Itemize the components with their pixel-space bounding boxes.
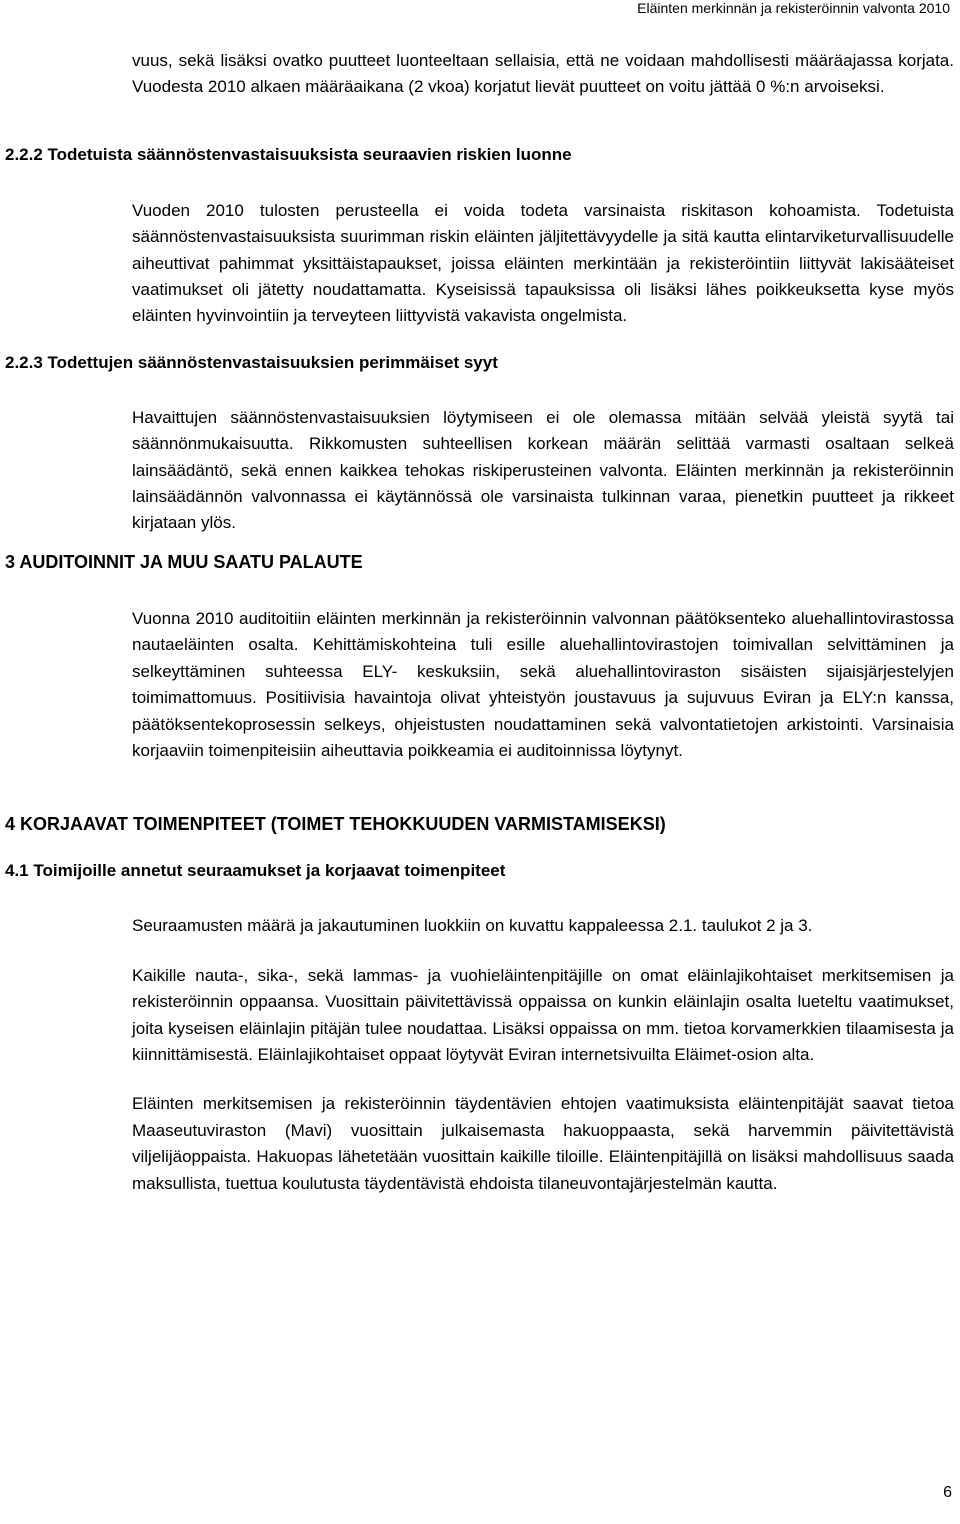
running-header: Eläinten merkinnän ja rekisteröinnin valvonta 2010	[637, 0, 950, 16]
paragraph-intro-container	[0, 48, 960, 101]
page-body	[0, 48, 960, 1197]
paragraph-2-2-3: Havaittujen säännöstenvastaisuuksien löytymiseen ei ole olemassa mitään selvää yleistä syytä tai säännönmukaisuutta. Rikkomusten suhteellisen korkean määrän selittää varmasti osaltaan selkeä lainsäädäntö, sekä ennen kaikkea tehokas riskiperusteinen valvonta. Eläinten merkinnän ja rekisteröinnin lainsäädännön valvonnassa ei käytännössä ole varsinaista tulkinnan varaa, pienetkin puutteet ja rikkeet kirjataan ylös.	[132, 407, 954, 533]
paragraph-4-1-c-container	[0, 1091, 960, 1197]
paragraph-3-container	[0, 606, 960, 764]
paragraph-4-1-b: Kaikille nauta-, sika-, sekä lammas- ja vuohieläintenpitäjille on omat eläinlajikohtaiset merkitsemisen ja rekisteröinnin oppaansa. Vuosittain päivitettävissä oppaissa on kunkin eläinlajin osalta lueteltu vaatimukset, joita kyseisen eläinlajin pitäjän tulee noudattaa. Lisäksi oppaissa on mm. tietoa korvamerkkien tilaamisesta ja kiinnittämisestä. Eläinlajikohtaiset oppaat löytyvät Eviran internetsivuilta Eläimet-osion alta.	[132, 965, 954, 1064]
heading-4: 4 KORJAAVAT TOIMENPITEET (TOIMET TEHOKKUUDEN VARMISTAMISEKSI)	[5, 814, 666, 835]
heading-4-1: 4.1 Toimijoille annetut seuraamukset ja korjaavat toimenpiteet	[5, 861, 506, 881]
paragraph-2-2-2-container	[0, 198, 960, 330]
heading-3: 3 AUDITOINNIT JA MUU SAATU PALAUTE	[5, 551, 363, 572]
paragraph-2-2-3-container	[0, 405, 960, 537]
paragraph-intro: vuus, sekä lisäksi ovatko puutteet luonteeltaan sellaisia, että ne voidaan mahdollisesti määräajassa korjata. Vuodesta 2010 alkaen määräaikana (2 vkoa) korjatut lievät puutteet on voitu jättää 0 %:n arvoiseksi.	[132, 51, 954, 97]
paragraph-4-1-c: Eläinten merkitsemisen ja rekisteröinnin täydentävien ehtojen vaatimuksista eläintenpitäjät saavat tietoa Maaseutuviraston (Mavi) vuosittain julkaisemasta hakuoppaasta, sekä harvemmin päivitettävistä viljelijäoppaista. Hakuopas lähetetään vuosittain kaikille tiloille. Eläintenpitäjillä on lisäksi mahdollisuus saada maksullista, tuettua koulutusta täydentävistä ehdoista tilaneuvontajärjestelmän kautta.	[132, 1094, 954, 1193]
paragraph-4-1-a: Seuraamusten määrä ja jakautuminen luokkiin on kuvattu kappaleessa 2.1. taulukot 2 ja 3.	[132, 916, 813, 936]
paragraph-2-2-2: Vuoden 2010 tulosten perusteella ei voida todeta varsinaista riskitason kohoamista. Todetuista säännöstenvastaisuuksista suurimman riskin eläinten jäljitettävyydelle ja sitä kautta elintarviketurvallisuudelle aiheuttivat pahimmat yksittäistapaukset, joissa eläinten merkintään ja rekisteröintiin liittyvät lakisääteiset vaatimukset oli jätetty noudattamatta. Kyseisissä tapauksissa oli lisäksi lähes poikkeuksetta kyse myös eläinten hyvinvointiin ja terveyteen liittyvistä vakavista ongelmista.	[132, 200, 954, 326]
heading-2-2-3: 2.2.3 Todettujen säännöstenvastaisuuksien perimmäiset syyt	[5, 352, 498, 372]
paragraph-4-1-a-container	[0, 913, 960, 939]
paragraph-3: Vuonna 2010 auditoitiin eläinten merkinnän ja rekisteröinnin valvonnan päätöksenteko aluehallintovirastossa nautaeläinten osalta. Kehittämiskohteina tuli esille aluehallintovirastojen toimivallan selvittäminen ja selkeyttäminen suhteessa ELY- keskuksiin, sekä aluehallintoviraston sisäisten sijaisjärjestelyjen toimimattomuus. Positiivisia havaintoja olivat yhteistyön joustavuus ja sujuvuus Eviran ja ELY:n kanssa, päätöksentekoprosessin selkeys, ohjeistusten noudattaminen sekä valvontatietojen arkistointi. Varsinaisia korjaaviin toimenpiteisiin aiheuttavia poikkeamia ei auditoinnissa löytynyt.	[132, 608, 954, 760]
page-number: 6	[943, 1484, 952, 1501]
heading-2-2-2: 2.2.2 Todetuista säännöstenvastaisuuksista seuraavien riskien luonne	[5, 144, 572, 164]
paragraph-4-1-b-container	[0, 963, 960, 1069]
